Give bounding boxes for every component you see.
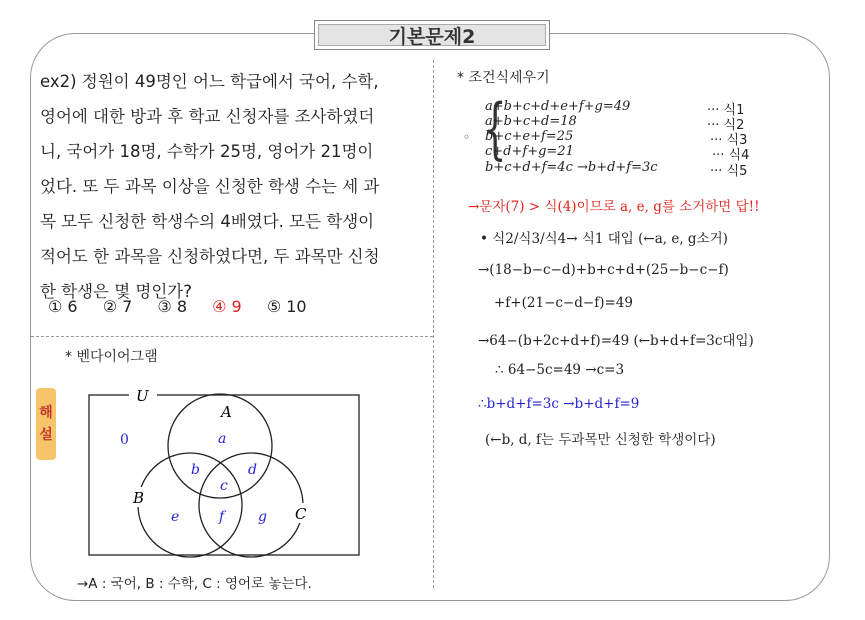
question-line: 영어에 대한 방과 후 학교 신청자를 조사하였더	[40, 107, 375, 126]
region-outside: 0	[120, 432, 129, 448]
region-d: d	[248, 462, 257, 478]
page-title: 기본문제2	[388, 25, 476, 48]
conditions-heading: * 조건식세우기	[457, 70, 550, 86]
region-f: f	[219, 509, 225, 525]
system-brace: {	[483, 90, 507, 167]
equation-3-tag: ··· 식3	[710, 133, 748, 148]
vertical-divider	[433, 60, 434, 588]
question-text	[40, 64, 428, 309]
label-B: B	[133, 489, 145, 507]
answer-choices	[48, 297, 327, 316]
solution-tag: 해 설	[36, 388, 56, 460]
step-7: (←b, d, f는 두과목만 신청한 학생이다)	[485, 432, 716, 448]
choice-5: ⑤ 10	[266, 297, 307, 316]
region-b: b	[191, 462, 200, 478]
venn-diagram	[85, 383, 365, 559]
choice-2: ② 7	[102, 297, 133, 316]
equation-4: c+d+f+g=21	[485, 144, 574, 159]
question-line: 목 모두 신청한 학생수의 4배였다. 모든 학생이	[40, 212, 375, 231]
horizontal-divider	[31, 336, 433, 337]
region-g: g	[258, 509, 267, 525]
venn-note: →A : 국어, B : 수학, C : 영어로 놓는다.	[77, 576, 312, 592]
question-line: 적어도 한 과목을 신청하였다면, 두 과목만 신청	[40, 247, 380, 266]
choice-3: ③ 8	[157, 297, 188, 316]
step-3: +f+(21−c−d−f)=49	[494, 295, 633, 311]
region-c: c	[220, 478, 228, 494]
question-line: 니, 국어가 18명, 수학가 25명, 영어가 21명이	[40, 142, 374, 161]
choice-1: ① 6	[48, 297, 78, 316]
equation-1-tag: ··· 식1	[707, 103, 745, 118]
label-U: U	[136, 387, 149, 405]
equation-4-tag: ··· 식4	[712, 148, 750, 163]
equation-5: b+c+d+f=4c →b+d+f=3c	[485, 160, 658, 175]
step-6: ∴b+d+f=3c →b+d+f=9	[478, 396, 640, 412]
equation-3: b+c+e+f=25	[485, 129, 574, 144]
equation-2-tag: ··· 식2	[707, 118, 745, 133]
system-bullet: ◦	[463, 130, 471, 144]
choice-4-correct: ④ 9	[212, 297, 242, 316]
equation-5-tag: ··· 식5	[710, 164, 748, 179]
circle-B	[138, 453, 242, 557]
question-line: ex2) 정원이 49명인 어느 학급에서 국어, 수학,	[40, 72, 379, 91]
equation-2: a+b+c+d=18	[485, 114, 577, 129]
region-a: a	[218, 431, 227, 447]
question-line: 었다. 또 두 과목 이상을 신청한 학생 수는 세 과	[40, 177, 380, 196]
venn-heading: * 벤다이어그램	[65, 349, 158, 365]
hint-line: →문자(7) > 식(4)이므로 a, e, g를 소거하면 답!!	[468, 199, 760, 215]
label-C: C	[295, 505, 307, 523]
title-tab	[314, 20, 550, 50]
step-4: →64−(b+2c+d+f)=49 (←b+d+f=3c대입)	[478, 333, 754, 349]
step-1: • 식2/식3/식4→ 식1 대입 (←a, e, g소거)	[480, 231, 728, 247]
label-A: A	[221, 403, 232, 421]
step-2: →(18−b−c−d)+b+c+d+(25−b−c−f)	[478, 262, 729, 278]
equation-1: a+b+c+d+e+f+g=49	[485, 99, 631, 114]
region-e: e	[171, 509, 180, 525]
step-5: ∴ 64−5c=49 →c=3	[495, 362, 625, 378]
question-line: 한 학생은 몇 명인가?	[40, 282, 193, 301]
